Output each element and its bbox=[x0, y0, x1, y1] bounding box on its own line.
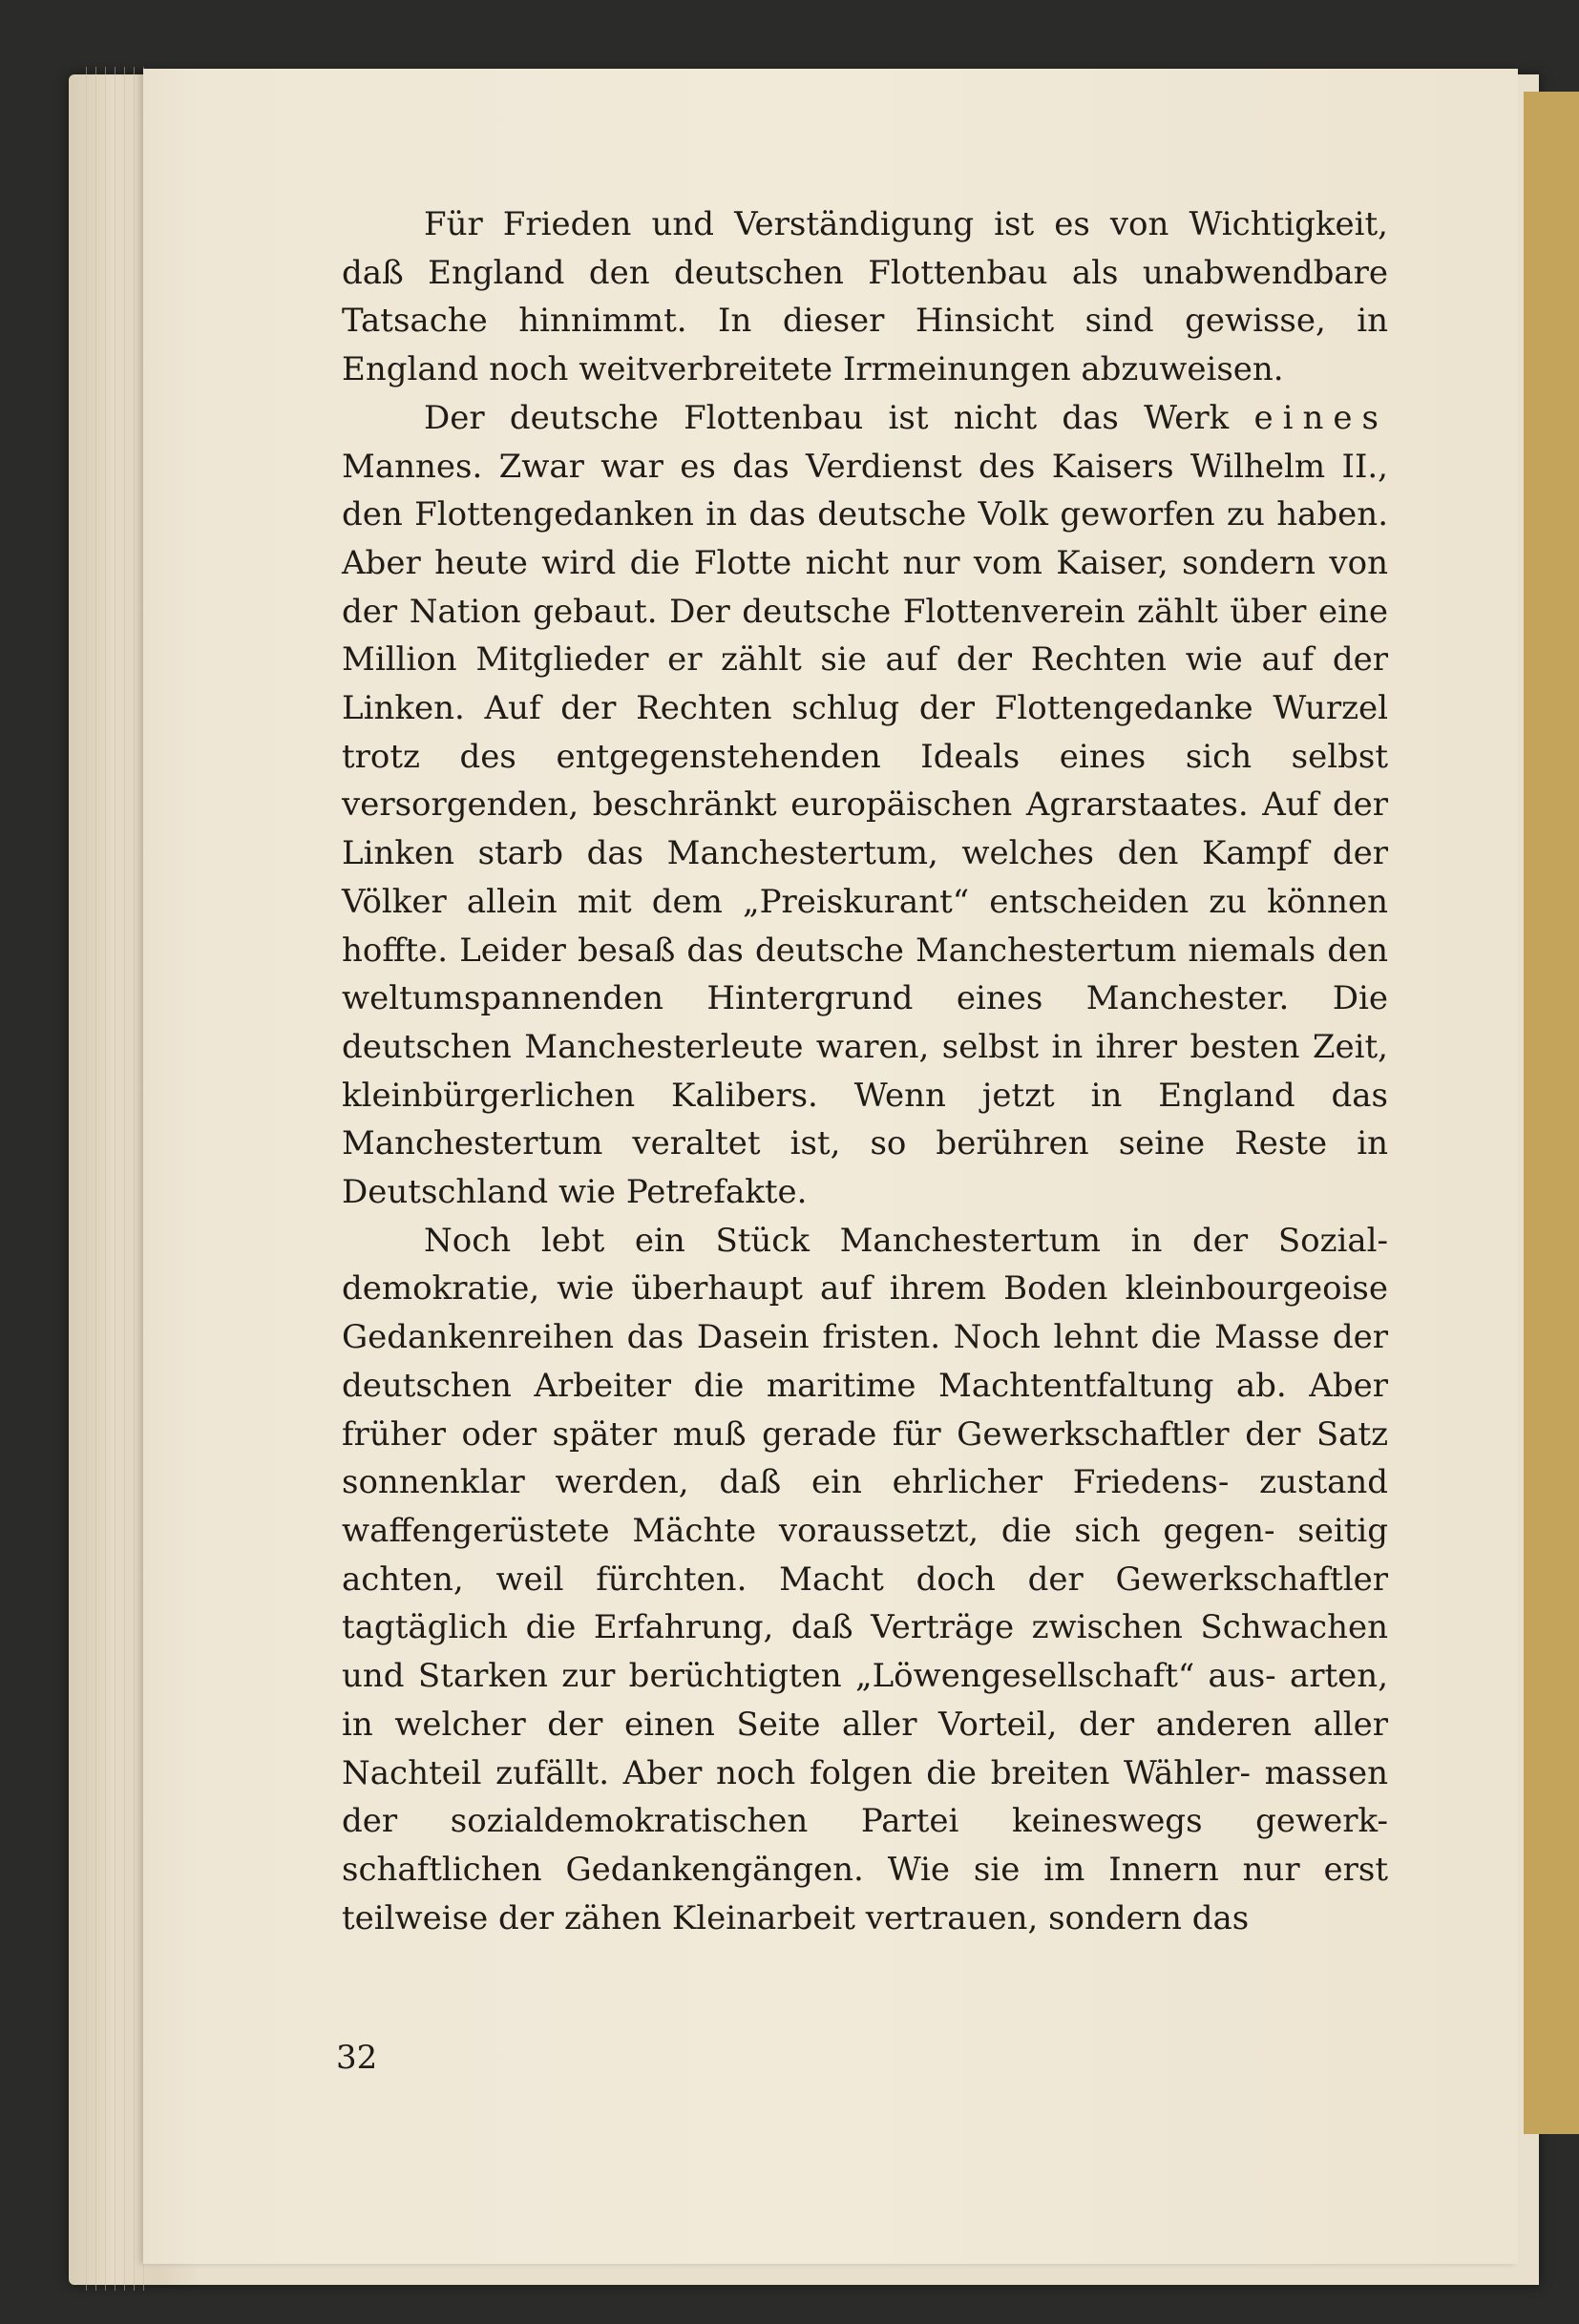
paragraph-1: Für Frieden und Verständigung ist es von Wichtigkeit, daß England den deutschen Flottenbau als unabwendbare Tatsache hinnimmt. In dieser Hinsicht sind gewisse, in England noch weitverbreitete Irrmeinungen abzuweisen. bbox=[342, 205, 1388, 389]
page-number: 32 bbox=[336, 2039, 378, 2077]
body-text bbox=[342, 200, 1388, 1942]
paragraph-2-rest: Mannes. Zwar war es das Verdienst des Kaisers Wilhelm II., den Flottengedanken in das deutsche Volk geworfen zu haben. Aber heute wird die Flotte nicht nur vom Kaiser, sondern von der Nation gebaut. Der deutsche Flottenverein zählt über eine Million Mitglieder er zählt sie auf der Rechten wie auf der Linken. Auf der Rechten schlug der Flottengedanke Wurzel trotz des entgegenstehenden Ideals eines sich selbst versorgenden, beschränkt europäischen Agrarstaates. Auf der Linken starb das Manchestertum, welches den Kampf der Völker allein mit dem „Preiskurant“ entscheiden zu können hoffte. Leider besaß das deutsche Manchestertum niemals den weltumspannenden Hintergrund eines Manchester. Die deutschen Manchesterleute waren, selbst in ihrer besten Zeit, kleinbürgerlichen Kalibers. Wenn jetzt in England das Manchestertum veraltet ist, so berühren seine Reste in Deutschland wie Petrefakte. bbox=[342, 447, 1388, 1212]
paragraph-2 bbox=[342, 394, 1388, 1217]
paragraph-2-start: Der deutsche Flottenbau ist nicht das Werk bbox=[424, 398, 1254, 437]
facing-page-edge bbox=[1524, 92, 1579, 2134]
paragraph-3: Noch lebt ein Stück Manchestertum in der Sozial- demokratie, wie überhaupt auf ihrem Boden kleinbourgeoise Gedankenreihen das Dasein fristen. Noch lehnt die Masse der deutschen Arbeiter die maritime Machtentfaltung ab. Aber früher oder später muß gerade für Gewerkschaftler der Satz sonnenklar werden, daß ein ehrlicher Friedens- zustand waffengerüstete Mächte voraussetzt, die sich gegen- seitig achten, weil fürchten. Macht doch der Gewerkschaftler tagtäglich die Erfahrung, daß Verträge zwischen Schwachen und Starken zur berüchtigten „Löwengesellschaft“ aus- arten, in welcher der einen Seite aller Vorteil, der anderen aller Nachteil zufällt. Aber noch folgen die breiten Wähler- massen der sozialdemokratischen Partei keineswegs gewerk- schaftlichen Gedankengängen. Wie sie im Innern nur erst teilweise der zähen Kleinarbeit vertrauen, sondern das bbox=[342, 1221, 1388, 1937]
spaced-emphasis: eines bbox=[1253, 398, 1388, 437]
